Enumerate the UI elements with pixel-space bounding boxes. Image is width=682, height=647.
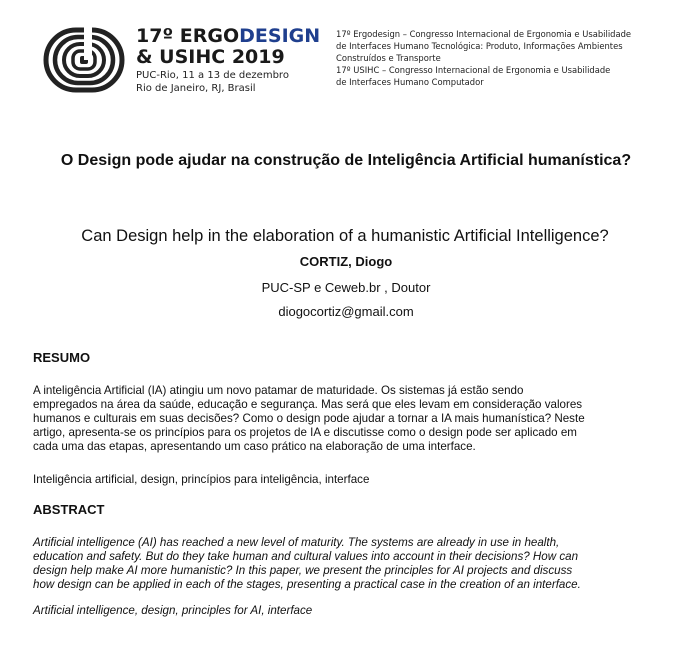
author-name: CORTIZ, Diogo <box>299 254 393 269</box>
event-title-line2: & USIHC 2019 <box>136 46 285 68</box>
congress-line: 17º Ergodesign – Congresso Internacional de Ergonomia e Usabilidade <box>336 29 632 39</box>
abstract-heading: ABSTRACT <box>33 502 105 517</box>
congress-line: Construídos e Transporte <box>336 53 441 63</box>
resumo-line: A inteligência Artificial (IA) atingiu um novo patamar de maturidade. Os sistemas já estão sendo <box>33 384 524 397</box>
abstract-line: Artificial intelligence (AI) has reached a new level of maturity. The systems are already in use in health, <box>33 536 560 549</box>
resumo-heading: RESUMO <box>33 350 91 365</box>
abstract-line: design help make AI more humanistic? In this paper, we present the principles for AI projects and discuss <box>33 564 573 577</box>
congress-description <box>336 28 656 88</box>
resumo-line: humanos e culturais em suas decisões? Como o design pode ajudar a tornar a IA mais humanística? Neste <box>33 412 585 425</box>
abstract-body <box>33 536 659 592</box>
paper-title-en: Can Design help in the elaboration of a humanistic Artificial Intelligence? <box>81 227 609 245</box>
congress-line: 17º USIHC – Congresso Internacional de Ergonomia e Usabilidade <box>336 65 611 75</box>
author-email: diogocortiz@gmail.com <box>278 304 414 319</box>
resumo-line: cada uma das etapas, apresentando um caso prático na elaboração de uma interface. <box>33 440 476 453</box>
event-title-accent: DESIGN <box>239 25 321 47</box>
paper-title-pt: O Design pode ajudar na construção de Inteligência Artificial humanística? <box>60 152 632 169</box>
concentric-squares-logo-icon <box>40 24 128 96</box>
resumo-line: empregados na área da saúde, educação e segurança. Mas será que eles levam em consideração valores <box>33 398 583 411</box>
resumo-keywords: Inteligência artificial, design, princípios para inteligência, interface <box>33 473 370 486</box>
event-block <box>136 26 320 95</box>
resumo-body <box>33 384 659 454</box>
abstract-line: education and safety. But do they take human and cultural values into account in their decisions? How can <box>33 550 579 563</box>
congress-line: de Interfaces Humano Tecnológica: Produto, Informações Ambientes <box>336 41 623 51</box>
congress-line: de Interfaces Humano Computador <box>336 77 484 87</box>
event-location: PUC-Rio, 11 a 13 de dezembro Rio de Janeiro, RJ, Brasil <box>136 70 289 94</box>
event-title: 17º ERGODESIGN <box>136 25 321 47</box>
abstract-line: how design can be applied in each of the stages, presenting a practical case in the creation of an interface. <box>33 578 581 591</box>
abstract-keywords: Artificial intelligence, design, principles for AI, interface <box>33 604 313 617</box>
author-affiliation: PUC-SP e Ceweb.br , Doutor <box>261 280 431 295</box>
resumo-line: artigo, apresenta-se os princípios para os projetos de IA e discutisse como o design pode ser aplicado em <box>33 426 577 439</box>
